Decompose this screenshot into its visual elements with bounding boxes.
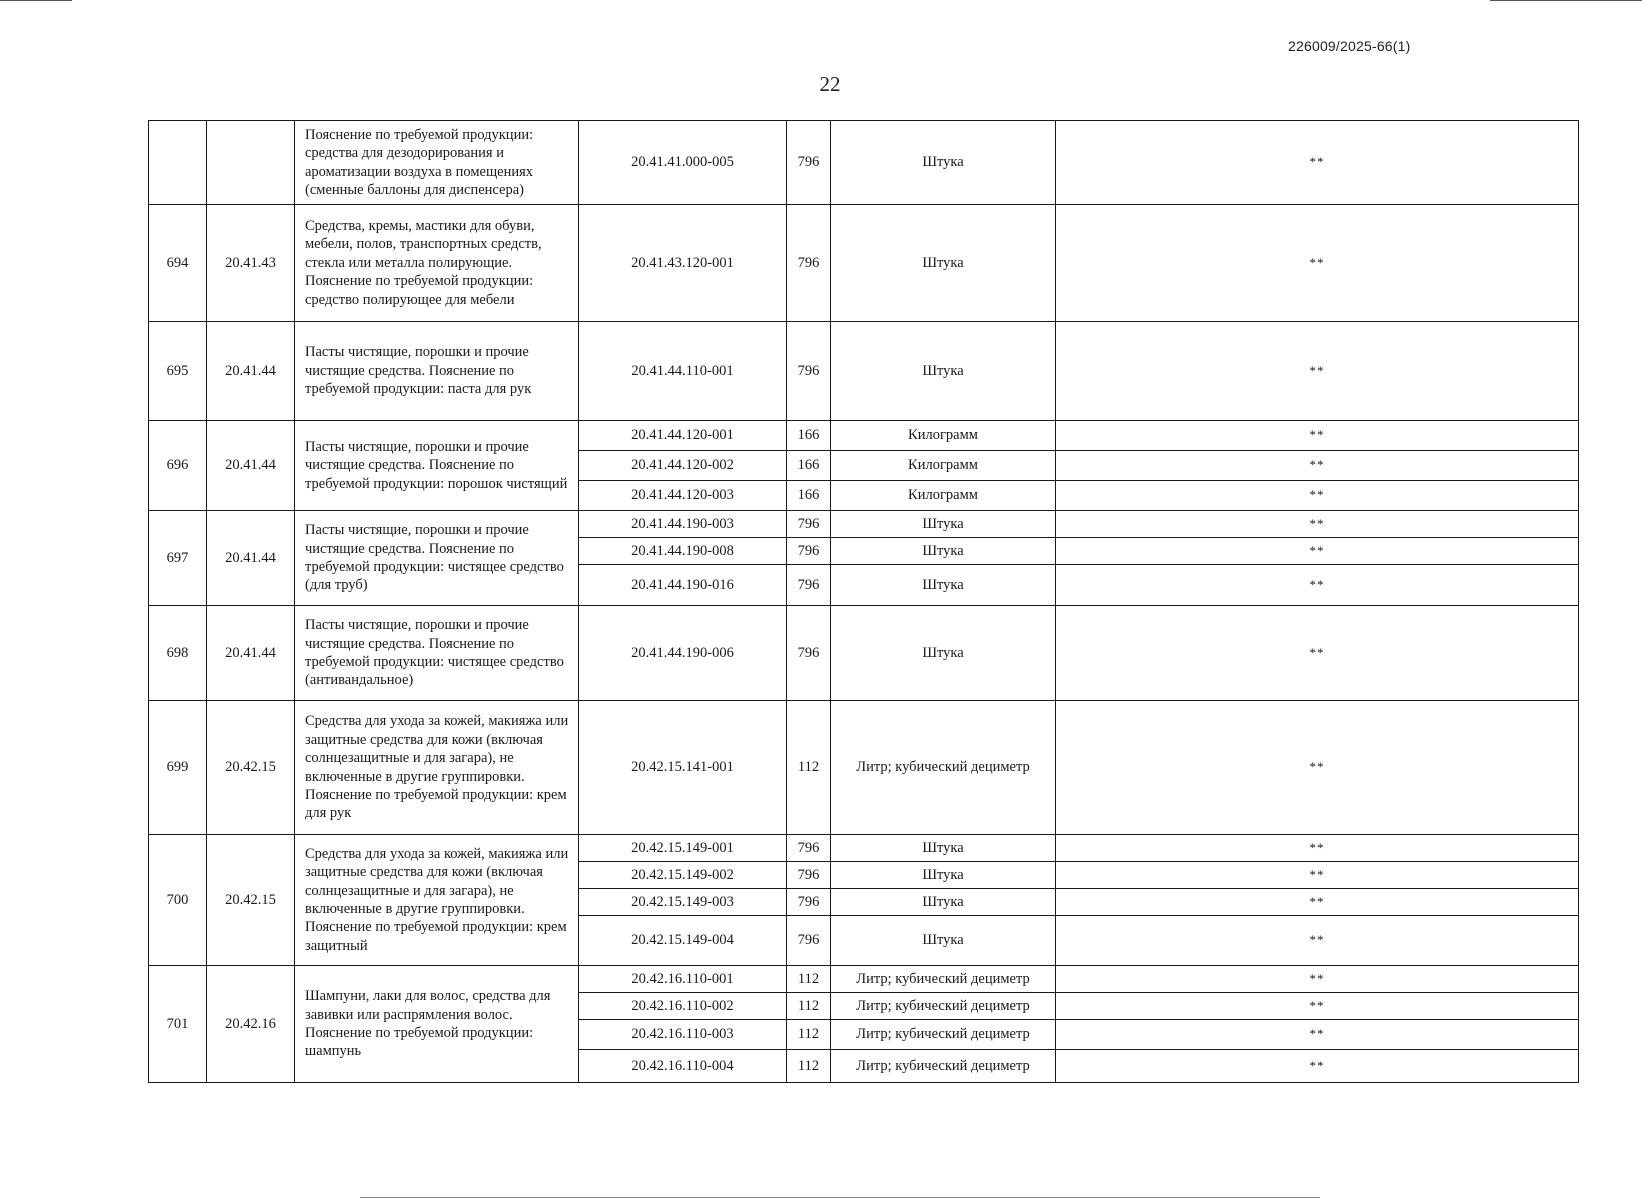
unit-cell: Штука xyxy=(831,862,1056,889)
okei-code-cell: 112 xyxy=(787,701,831,835)
scan-edge-line-top-left xyxy=(0,0,72,1)
ktru-code-cell: 20.42.15.149-003 xyxy=(579,889,787,916)
okpd-code-cell: 20.42.15 xyxy=(207,835,295,966)
ktru-code-cell: 20.41.44.190-008 xyxy=(579,538,787,565)
value-cell: ** xyxy=(1056,538,1579,565)
unit-cell: Килограмм xyxy=(831,421,1056,451)
unit-cell: Штука xyxy=(831,322,1056,421)
document-registration-number: 226009/2025-66(1) xyxy=(1288,38,1411,54)
ktru-code-cell: 20.41.44.190-016 xyxy=(579,565,787,606)
unit-cell: Литр; кубический дециметр xyxy=(831,966,1056,993)
ktru-code-cell: 20.42.15.149-001 xyxy=(579,835,787,862)
unit-cell: Штука xyxy=(831,889,1056,916)
row-number-cell: 694 xyxy=(149,205,207,322)
row-number-cell: 700 xyxy=(149,835,207,966)
row-number-cell: 697 xyxy=(149,511,207,606)
value-cell: ** xyxy=(1056,322,1579,421)
okpd-code-cell: 20.42.15 xyxy=(207,701,295,835)
okei-code-cell: 166 xyxy=(787,451,831,481)
page-number: 22 xyxy=(819,72,841,96)
scan-edge-line-top-right xyxy=(1490,0,1642,1)
unit-cell: Литр; кубический дециметр xyxy=(831,701,1056,835)
product-description-cell: Пояснение по требуемой продукции: средства для дезодорирования и ароматизации воздуха в помещениях (сменные баллоны для диспенсера) xyxy=(295,121,579,205)
okpd-code-cell: 20.41.44 xyxy=(207,511,295,606)
value-cell: ** xyxy=(1056,862,1579,889)
row-number-cell xyxy=(149,121,207,205)
table-row xyxy=(149,421,1579,451)
unit-cell: Штука xyxy=(831,916,1056,966)
okei-code-cell: 796 xyxy=(787,322,831,421)
okei-code-cell: 166 xyxy=(787,481,831,511)
ktru-code-cell: 20.42.16.110-001 xyxy=(579,966,787,993)
okei-code-cell: 796 xyxy=(787,565,831,606)
value-cell: ** xyxy=(1056,889,1579,916)
ktru-code-cell: 20.41.44.120-002 xyxy=(579,451,787,481)
okpd-code-cell: 20.41.44 xyxy=(207,322,295,421)
value-cell: ** xyxy=(1056,835,1579,862)
ktru-code-cell: 20.42.16.110-003 xyxy=(579,1020,787,1050)
ktru-code-cell: 20.42.16.110-002 xyxy=(579,993,787,1020)
product-description-cell: Пасты чистящие, порошки и прочие чистящие средства. Пояснение по требуемой продукции: порошок чистящий xyxy=(295,421,579,511)
unit-cell: Килограмм xyxy=(831,451,1056,481)
scan-edge-line-bottom xyxy=(360,1197,1320,1198)
okei-code-cell: 112 xyxy=(787,966,831,993)
ktru-code-cell: 20.42.15.141-001 xyxy=(579,701,787,835)
okei-code-cell: 112 xyxy=(787,1020,831,1050)
value-cell: ** xyxy=(1056,565,1579,606)
okei-code-cell: 796 xyxy=(787,916,831,966)
table-row xyxy=(149,966,1579,993)
unit-cell: Штука xyxy=(831,205,1056,322)
ktru-code-cell: 20.41.44.190-003 xyxy=(579,511,787,538)
ktru-code-cell: 20.42.16.110-004 xyxy=(579,1050,787,1083)
ktru-code-cell: 20.41.43.120-001 xyxy=(579,205,787,322)
value-cell: ** xyxy=(1056,606,1579,701)
ktru-code-cell: 20.41.41.000-005 xyxy=(579,121,787,205)
value-cell: ** xyxy=(1056,916,1579,966)
ktru-code-cell: 20.41.44.110-001 xyxy=(579,322,787,421)
product-description-cell: Средства для ухода за кожей, макияжа или защитные средства для кожи (включая солнцезащитные и для загара), не включенные в другие группировки. Пояснение по требуемой продукции: крем защитный xyxy=(295,835,579,966)
unit-cell: Штука xyxy=(831,511,1056,538)
value-cell: ** xyxy=(1056,481,1579,511)
value-cell: ** xyxy=(1056,205,1579,322)
products-table xyxy=(148,120,1579,1083)
value-cell: ** xyxy=(1056,121,1579,205)
value-cell: ** xyxy=(1056,421,1579,451)
okpd-code-cell xyxy=(207,121,295,205)
value-cell: ** xyxy=(1056,451,1579,481)
ktru-code-cell: 20.41.44.190-006 xyxy=(579,606,787,701)
value-cell: ** xyxy=(1056,1020,1579,1050)
product-description-cell: Шампуни, лаки для волос, средства для завивки или распрямления волос. Пояснение по требуемой продукции: шампунь xyxy=(295,966,579,1083)
product-description-cell: Средства для ухода за кожей, макияжа или защитные средства для кожи (включая солнцезащитные и для загара), не включенные в другие группировки. Пояснение по требуемой продукции: крем для рук xyxy=(295,701,579,835)
okei-code-cell: 112 xyxy=(787,1050,831,1083)
okei-code-cell: 796 xyxy=(787,205,831,322)
unit-cell: Штука xyxy=(831,538,1056,565)
okei-code-cell: 796 xyxy=(787,835,831,862)
value-cell: ** xyxy=(1056,511,1579,538)
okei-code-cell: 796 xyxy=(787,606,831,701)
table-row xyxy=(149,606,1579,701)
okei-code-cell: 796 xyxy=(787,511,831,538)
okpd-code-cell: 20.41.44 xyxy=(207,421,295,511)
row-number-cell: 695 xyxy=(149,322,207,421)
row-number-cell: 696 xyxy=(149,421,207,511)
okei-code-cell: 112 xyxy=(787,993,831,1020)
value-cell: ** xyxy=(1056,1050,1579,1083)
table-row xyxy=(149,205,1579,322)
table-row xyxy=(149,835,1579,862)
unit-cell: Штука xyxy=(831,606,1056,701)
table-row xyxy=(149,511,1579,538)
unit-cell: Штука xyxy=(831,565,1056,606)
table-row xyxy=(149,701,1579,835)
product-description-cell: Пасты чистящие, порошки и прочие чистящие средства. Пояснение по требуемой продукции: чистящее средство (для труб) xyxy=(295,511,579,606)
row-number-cell: 698 xyxy=(149,606,207,701)
ktru-code-cell: 20.42.15.149-002 xyxy=(579,862,787,889)
okei-code-cell: 166 xyxy=(787,421,831,451)
table-row xyxy=(149,322,1579,421)
okei-code-cell: 796 xyxy=(787,862,831,889)
unit-cell: Штука xyxy=(831,835,1056,862)
ktru-code-cell: 20.41.44.120-001 xyxy=(579,421,787,451)
unit-cell: Литр; кубический дециметр xyxy=(831,1020,1056,1050)
okei-code-cell: 796 xyxy=(787,889,831,916)
row-number-cell: 701 xyxy=(149,966,207,1083)
product-description-cell: Средства, кремы, мастики для обуви, мебели, полов, транспортных средств, стекла или металла полирующие. Пояснение по требуемой продукции: средство полирующее для мебели xyxy=(295,205,579,322)
ktru-code-cell: 20.41.44.120-003 xyxy=(579,481,787,511)
unit-cell: Литр; кубический дециметр xyxy=(831,1050,1056,1083)
okpd-code-cell: 20.42.16 xyxy=(207,966,295,1083)
ktru-code-cell: 20.42.15.149-004 xyxy=(579,916,787,966)
product-description-cell: Пасты чистящие, порошки и прочие чистящие средства. Пояснение по требуемой продукции: паста для рук xyxy=(295,322,579,421)
unit-cell: Штука xyxy=(831,121,1056,205)
okpd-code-cell: 20.41.44 xyxy=(207,606,295,701)
okpd-code-cell: 20.41.43 xyxy=(207,205,295,322)
table-row xyxy=(149,121,1579,205)
value-cell: ** xyxy=(1056,966,1579,993)
product-description-cell: Пасты чистящие, порошки и прочие чистящие средства. Пояснение по требуемой продукции: чистящее средство (антивандальное) xyxy=(295,606,579,701)
value-cell: ** xyxy=(1056,993,1579,1020)
products-table-body xyxy=(149,121,1579,1083)
okei-code-cell: 796 xyxy=(787,538,831,565)
value-cell: ** xyxy=(1056,701,1579,835)
unit-cell: Килограмм xyxy=(831,481,1056,511)
okei-code-cell: 796 xyxy=(787,121,831,205)
unit-cell: Литр; кубический дециметр xyxy=(831,993,1056,1020)
row-number-cell: 699 xyxy=(149,701,207,835)
